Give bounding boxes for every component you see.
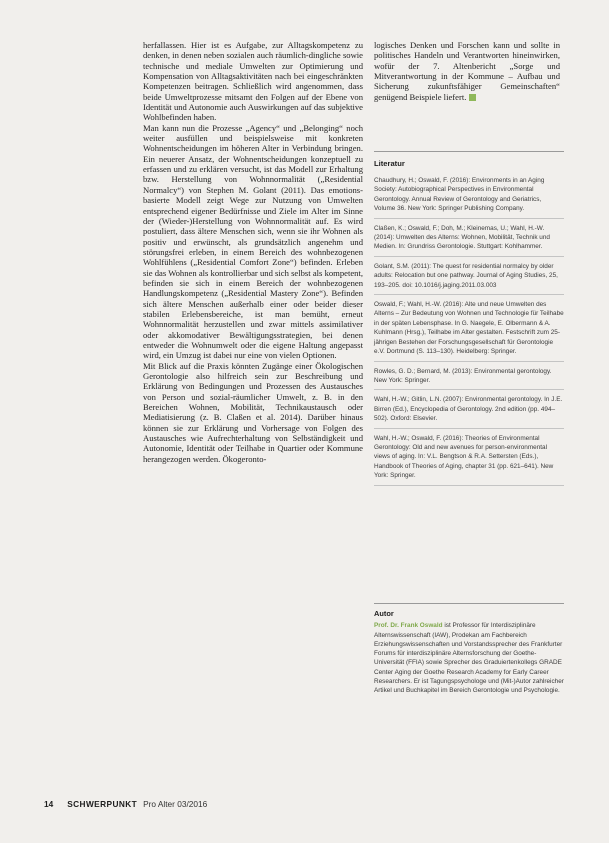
right-text-column bbox=[374, 40, 560, 102]
author-bio: ist Professor für Interdisziplinäre Alternswissenschaft (IAW), Prodekan am Fachbereich Erziehungswissenschaften und Vorstandssprecher des Frankfurter Forums für interdisziplinäre Alternsforschung der Goethe-Universität (FFIA) sowie Sprecher des Graduiertenkollegs GRADE Center Aging der Goethe Research Academy for Early Career Researchers. Er ist Tagungspsychologe und (Mit-)Autor zahlreicher Artikel und Buchkapitel im Bereich Gerontologie und Psychologie. bbox=[374, 622, 564, 695]
page-number: 14 bbox=[44, 799, 54, 809]
reference-item: Wahl, H.-W.; Gitlin, L.N. (2007): Environmental gerontology. In J.E. Birren (Ed.), Encyclopedia of Gerontology. 2nd edition (pp. 494–502). Oxford: Elsevier. bbox=[374, 395, 564, 428]
page-footer bbox=[44, 799, 207, 809]
author-bio-block bbox=[374, 621, 564, 695]
literature-heading: Literatur bbox=[374, 151, 564, 168]
reference-item: Claßen, K.; Oswald, F.; Doh, M.; Kleinemas, U.; Wahl, H.-W. (2014): Umwelten des Alterns: Wohnen, Mobilität, Technik und Medien. In: Grundriss Gerontologie. Stuttgart: Kohlhammer. bbox=[374, 224, 564, 257]
author-name: Prof. Dr. Frank Oswald bbox=[374, 622, 443, 630]
author-box bbox=[374, 603, 564, 696]
author-heading: Autor bbox=[374, 603, 564, 618]
journal-issue: Pro Alter 03/2016 bbox=[143, 799, 208, 809]
reference-item: Oswald, F.; Wahl, H.-W. (2016): Alte und neue Umwelten des Alterns – Zur Bedeutung von Wohnen und Technologie für Teilhabe in der späten Lebensphase. In G. Naegele, E. Olbermann & A. Kuhlmann (Hrsg.), Teilhabe im Alter gestalten. Festschrift zum 25-jährigen Bestehen der Forschungsgesellschaft für Gerontologie e.V. Dortmund (S. 113–130). Heidelberg: Springer. bbox=[374, 300, 564, 361]
main-text-column bbox=[143, 40, 363, 464]
reference-item: Wahl, H.-W.; Oswald, F. (2016): Theories of Environmental Gerontology: Old and new avenues for person-environmental views of aging. In: V.L. Bengtson & R.A. Settersten (Eds.), Handbook of Theories of Aging, chapter 31 (pp. 621–641). New York: Springer. bbox=[374, 434, 564, 486]
reference-item: Rowles, G. D.; Bernard, M. (2013): Environmental gerontology. New York: Springer. bbox=[374, 367, 564, 391]
body-paragraph: herfallassen. Hier ist es Aufgabe, zur Alltagskompetenz zu denken, in denen neben sozialen auch räumlich-dingliche sowie technische und mediale Umwelten zur Optimierung und Kompensation von Alltagsaktivitäten nach bei eingeschränkten Kompetenzen beitragen. Schließlich wird angenommen, dass beide Umweltprozesse mitsamt den Folgen auf der Ebene von Identität und Autonomie auch Auswirkungen auf das subjektive Wohlbefinden haben. bbox=[143, 40, 363, 123]
reference-item: Golant, S.M. (2011): The quest for residential normalcy by older adults: Relocation but one pathway. Journal of Aging Studies, 25, 193–205. doi: 10.1016/j.jaging.2011.03.003 bbox=[374, 262, 564, 295]
body-paragraph: Mit Blick auf die Praxis könnten Zugänge einer Ökologischen Gerontologie also hilfreich sein zur Beschreibung und Erklärung von Bedingungen und Prozessen des Austausches von Person und sozial-räumlicher Umwelt, z. B. in den Bereichen Wohnen, Mobilität, Technikaustausch oder Mediatisierung (z. B. Claßen et al. 2014). Darüber hinaus können sie zur Erklärung und Vorhersage von Folgen des Austausches wie Aufrechterhaltung von Selbständigkeit und Autonomie, Identität oder Teilhabe in Quartier oder Kommune herangezogen werden. Ökogeronto- bbox=[143, 360, 363, 464]
body-paragraph-end: logisches Denken und Forschen kann und sollte in politisches Handeln und Verantworten hineinwirken, wofür der 7. Altenbericht „Sorge und Mitverantwortung in der Kommune – Aufbau und Sicherung zukunftsfähiger Gemeinschaften“ genügend Beispiele liefert. bbox=[374, 40, 560, 102]
reference-item: Chaudhury, H.; Oswald, F. (2016): Environments in an Aging Society: Autobiographical Perspectives in Environmental Gerontology. Annual Review of Gerontology and Geriatrics, Volume 36. New York: Springer Publishing Company. bbox=[374, 176, 564, 219]
end-mark-icon bbox=[469, 94, 476, 101]
literature-box bbox=[374, 151, 564, 491]
section-name: SCHWERPUNKT bbox=[67, 799, 138, 809]
body-paragraph: Man kann nun die Prozesse „Agency“ und „Belonging“ noch weiter ausfüllen und beispielsweise mit konkreten Wohnentscheidungen im höheren Alter in Verbindung bringen. Ein neuerer Ansatz, der Wohnentscheidungen konzeptuell zu erfassen und zu erklären versucht, ist das Modell zur Erhaltung bzw. Herstellung von Wohnnormalität („Residential Normalcy“) von Stephen M. Golant (2011). Das emotions-basierte Modell zeigt Wege zur Nutzung von Umwelten entsprechend eigener Bedürfnisse und Ziele im Alter im Sinne der (Wieder-)Herstellung von Wohnnormalität auf. Es wird postuliert, dass ältere Menschen sich, wenn sie ihr Wohnen als positiv und erwünscht, als grundsätzlich angenehm und störungsfrei erleben, in einem Bereich des wohnbezogenen Wohlfühlens („Residential Comfort Zone“) befinden. Erleben sie das Wohnen als kontrollierbar und sich selbst als kompetent, befinden sie sich in einem Bereich der wohnbezogenen Handlungskompetenz („Residential Mastery Zone“). Befinden sich ältere Menschen außerhalb einer oder beider dieser stabilen Erlebensbereiche, ist man bemüht, erneut Wohnnormalität herzustellen und zwar mittels assimilativer oder akkomodativer Bewältigungsstrategien, bei denen entweder die Wohnumwelt oder die eigene Haltung angepasst wird, ein Umzug ist dabei nur eine von vielen Optionen. bbox=[143, 122, 363, 361]
